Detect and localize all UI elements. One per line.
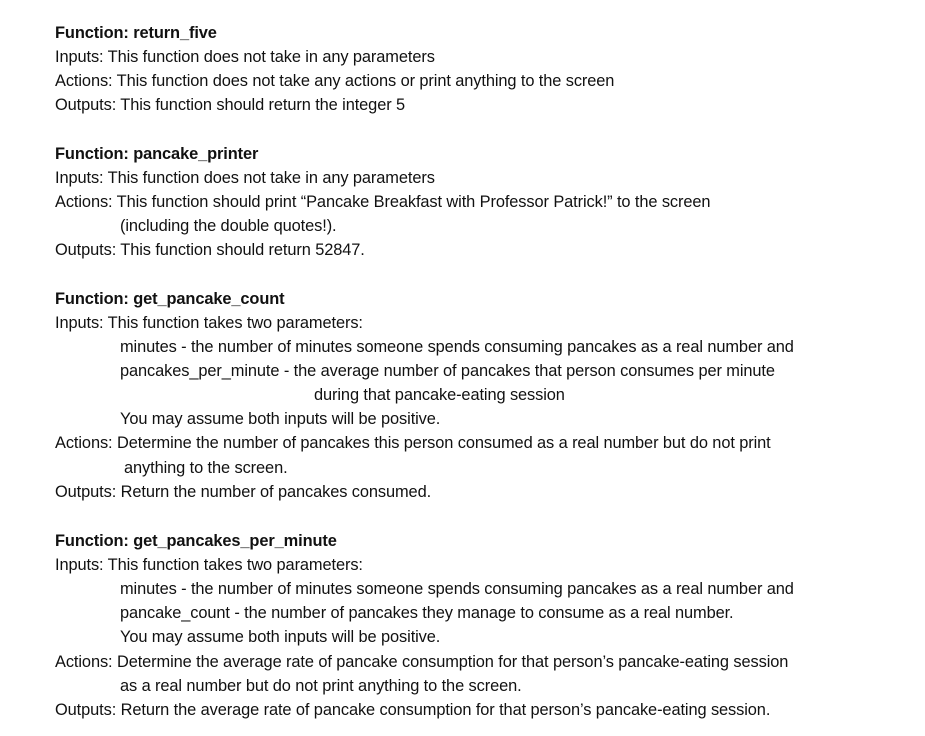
function-inputs: Inputs: This function takes two parameters: bbox=[55, 556, 363, 574]
function-actions-continued: (including the double quotes!). bbox=[120, 217, 337, 235]
function-outputs: Outputs: This function should return the integer 5 bbox=[55, 96, 406, 114]
function-param-continued: during that pancake-eating session bbox=[314, 386, 565, 404]
function-title: Function: pancake_printer bbox=[55, 145, 259, 163]
function-actions: Actions: This function should print “Pancake Breakfast with Professor Patrick!” to the screen bbox=[55, 193, 711, 211]
function-param: pancake_count - the number of pancakes they manage to consume as a real number. bbox=[120, 604, 734, 622]
function-inputs: Inputs: This function does not take in any parameters bbox=[55, 169, 435, 187]
function-actions-continued: anything to the screen. bbox=[124, 459, 288, 477]
function-actions: Actions: Determine the average rate of pancake consumption for that person’s pancake-eating session bbox=[55, 653, 789, 671]
function-inputs: Inputs: This function does not take in any parameters bbox=[55, 48, 435, 66]
function-param: minutes - the number of minutes someone spends consuming pancakes as a real number and bbox=[120, 338, 794, 356]
function-actions: Actions: This function does not take any actions or print anything to the screen bbox=[55, 72, 615, 90]
function-title: Function: get_pancake_count bbox=[55, 290, 285, 308]
function-param: minutes - the number of minutes someone spends consuming pancakes as a real number and bbox=[120, 580, 794, 598]
function-outputs: Outputs: This function should return 52847. bbox=[55, 241, 365, 259]
function-actions-continued: as a real number but do not print anything to the screen. bbox=[120, 677, 522, 695]
function-outputs: Outputs: Return the number of pancakes consumed. bbox=[55, 483, 432, 501]
function-outputs: Outputs: Return the average rate of pancake consumption for that person’s pancake-eating session. bbox=[55, 701, 771, 719]
function-assumption: You may assume both inputs will be positive. bbox=[120, 628, 441, 646]
function-actions: Actions: Determine the number of pancakes this person consumed as a real number but do not print bbox=[55, 434, 771, 452]
function-title: Function: return_five bbox=[55, 24, 217, 42]
function-inputs: Inputs: This function takes two parameters: bbox=[55, 314, 363, 332]
function-assumption: You may assume both inputs will be positive. bbox=[120, 410, 441, 428]
function-title: Function: get_pancakes_per_minute bbox=[55, 532, 337, 550]
function-param: pancakes_per_minute - the average number of pancakes that person consumes per minute bbox=[120, 362, 775, 380]
